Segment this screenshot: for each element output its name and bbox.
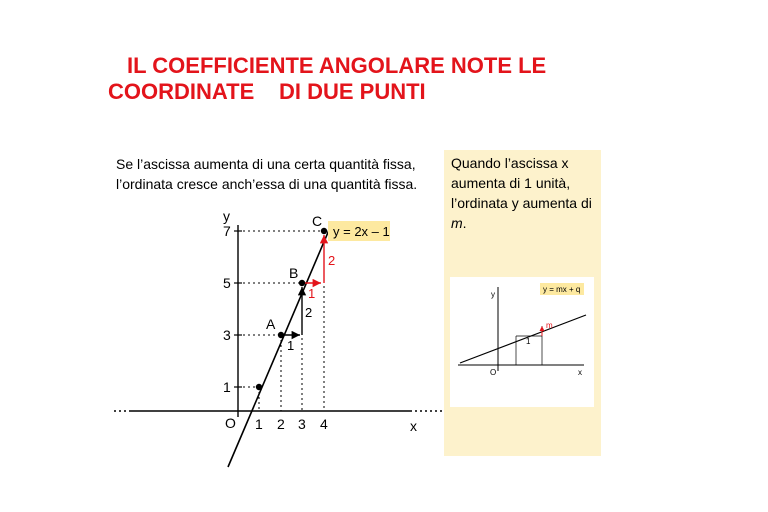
slope-symbol: m — [451, 215, 463, 231]
mini-x-axis-label: x — [578, 368, 582, 377]
x-tick-label: 1 — [255, 416, 263, 432]
y-axis-label: y — [223, 208, 230, 224]
side-line-2: aumenta di 1 unità, — [451, 175, 571, 191]
side-line-4 — [451, 213, 601, 233]
mini-origin-label: O — [490, 368, 497, 377]
mini-y-axis-label: y — [491, 290, 495, 299]
origin-label: O — [225, 415, 236, 431]
mini-equation-label: y = mx + q — [543, 285, 581, 294]
point-a-label: A — [266, 316, 276, 332]
x-tick-label: 4 — [320, 416, 328, 432]
side-panel — [444, 150, 601, 456]
point-a — [278, 332, 284, 338]
equation-label: y = 2x – 1 — [333, 224, 390, 239]
point-b-label: B — [289, 265, 299, 281]
point-b — [299, 280, 305, 286]
mini-step-dy-label: m — [546, 321, 553, 330]
intro-line-1: Se l’ascissa aumenta di una certa quantità fissa, — [116, 156, 416, 172]
step-dx-label-black: 1 — [287, 338, 295, 353]
mini-step-dx-label: 1 — [526, 337, 531, 346]
point-c-label: C — [312, 213, 323, 229]
mini-graph-panel — [450, 277, 594, 407]
intro-text — [116, 154, 417, 194]
side-text — [451, 153, 601, 233]
mini-line — [460, 315, 586, 363]
x-tick-label: 2 — [277, 416, 285, 432]
side-line-1: Quando l’ascissa x — [451, 155, 569, 171]
step-dx-label-red: 1 — [308, 286, 316, 301]
step-dy-label-red: 2 — [328, 253, 336, 268]
title-line-2-part-1: COORDINATE — [108, 79, 255, 104]
mini-graph — [450, 277, 594, 407]
side-line-3: l’ordinata y aumenta di — [451, 195, 592, 211]
title-line-2-part-2: DI DUE PUNTI — [279, 79, 426, 104]
x-tick-label: 3 — [298, 416, 306, 432]
guide-lines — [238, 231, 324, 411]
y-tick-label: 3 — [223, 327, 231, 343]
linear-function-graph — [110, 205, 450, 475]
point-1 — [256, 384, 262, 390]
x-axis-label: x — [410, 418, 417, 434]
title-line-1: IL COEFFICIENTE ANGOLARE NOTE LE — [127, 53, 547, 78]
side-line-4-suffix: . — [462, 215, 467, 231]
step-dy-label-black: 2 — [305, 305, 313, 320]
y-tick-label: 7 — [223, 223, 231, 239]
y-tick-label: 5 — [223, 275, 231, 291]
intro-line-2: l’ordinata cresce anch’essa di una quantità fissa. — [116, 176, 418, 192]
y-tick-label: 1 — [223, 379, 231, 395]
